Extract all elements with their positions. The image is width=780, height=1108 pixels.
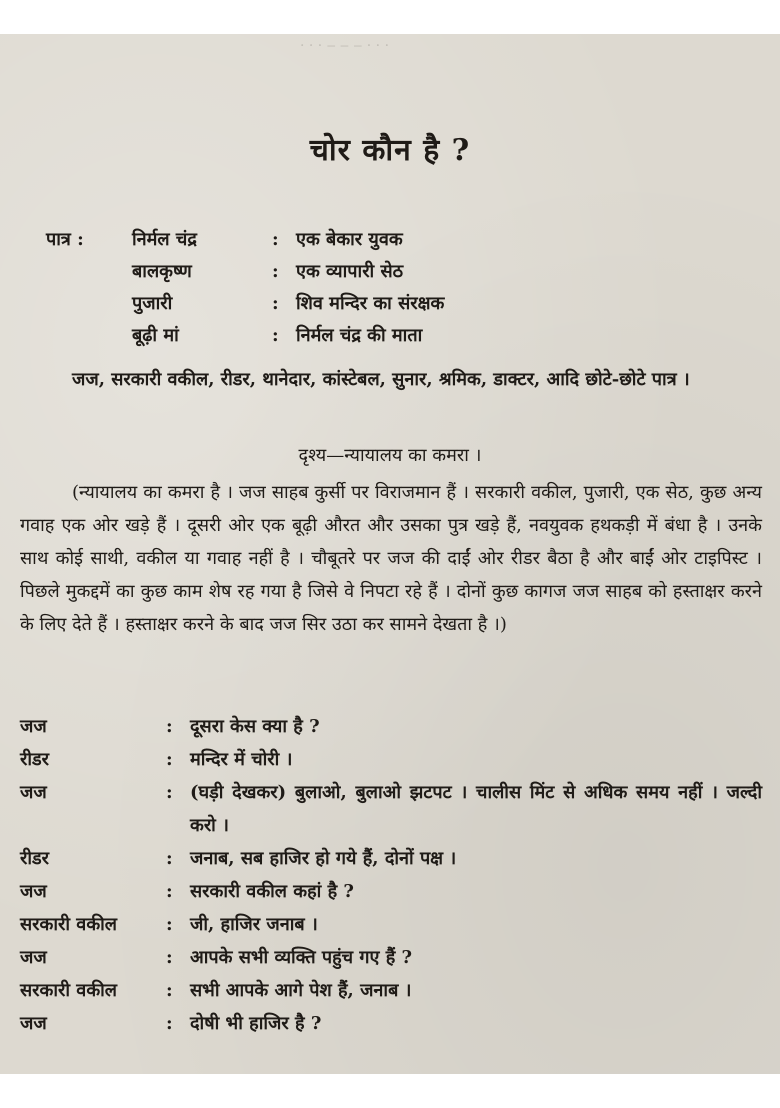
- speaker: सरकारी वकील: [20, 914, 118, 935]
- speech: दूसरा केस क्या है ?: [190, 716, 320, 737]
- extra-characters: जज, सरकारी वकील, रीडर, थानेदार, कांस्टेबल, सुनार, श्रमिक, डाक्टर, आदि छोटे-छोटे पात्र ।: [72, 369, 690, 390]
- cast-name: पुजारी: [132, 293, 173, 314]
- stage-direction: (न्यायालय का कमरा है । जज साहब कुर्सी पर विराजमान हैं । सरकारी वकील, पुजारी, एक सेठ, कुछ अन्य गवाह एक ओर खड़े हैं । दूसरी ओर एक बूढ़ी औरत और उसका पुत्र खड़े हैं, नवयुवक हथकड़ी में बंधा है । उनके साथ कोई साथी, वकील या गवाह नहीं है । चौबूतरे पर जज की दाईं ओर रीडर बैठा है और बाईं ओर टाइपिस्ट । पिछले मुकद्दमें का कुछ काम शेष रह गया है जिसे वे निपटा रहे हैं । दोनों कुछ कागज जज साहब को हस्ताक्षर करने के लिए देते हैं । हस्ताक्षर करने के बाद जज सिर उठा कर सामने देखता है ।): [20, 482, 762, 635]
- dialogue-line: [20, 941, 762, 974]
- speaker-colon: :: [166, 848, 173, 869]
- cast-description: शिव मन्दिर का संरक्षक: [296, 293, 445, 314]
- cast-row: [46, 320, 746, 352]
- cast-name: बालकृष्ण: [132, 261, 192, 282]
- speaker: जज: [20, 782, 47, 803]
- dialogue-line: [20, 743, 762, 776]
- cast-list: [46, 224, 746, 352]
- speaker-colon: :: [166, 716, 173, 737]
- speaker: जज: [20, 1013, 47, 1034]
- book-page: [0, 34, 780, 1074]
- speaker-colon: :: [166, 782, 173, 803]
- cast-name: बूढ़ी मां: [132, 325, 179, 346]
- speech: सरकारी वकील कहां है ?: [190, 881, 354, 902]
- speaker-colon: :: [166, 881, 173, 902]
- cast-colon: :: [272, 293, 279, 314]
- cast-description: एक व्यापारी सेठ: [296, 261, 404, 282]
- cast-description: निर्मल चंद्र की माता: [296, 325, 423, 346]
- speaker: रीडर: [20, 749, 50, 770]
- speaker-colon: :: [166, 749, 173, 770]
- dialogue-line: [20, 875, 762, 908]
- speech: आपके सभी व्यक्ति पहुंच गए हैं ?: [190, 947, 413, 968]
- dialogue-line: [20, 974, 762, 1007]
- cast-description: एक बेकार युवक: [296, 229, 403, 250]
- speaker-colon: :: [166, 947, 173, 968]
- speech: जनाब, सब हाजिर हो गये हैं, दोनों पक्ष ।: [190, 848, 457, 869]
- page-title: चोर कौन है ?: [309, 133, 471, 168]
- speaker-colon: :: [166, 1013, 173, 1034]
- speech: सभी आपके आगे पेश हैं, जनाब ।: [190, 980, 412, 1001]
- dialogue-line: [20, 908, 762, 941]
- cast-row: [46, 288, 746, 320]
- cast-colon: :: [272, 229, 279, 250]
- speaker: रीडर: [20, 848, 50, 869]
- speech: (घड़ी देखकर) बुलाओ, बुलाओ झटपट । चालीस मिंट से अधिक समय नहीं । जल्दी करो ।: [190, 782, 762, 836]
- cast-colon: :: [272, 325, 279, 346]
- speaker-colon: :: [166, 980, 173, 1001]
- speaker: जज: [20, 881, 47, 902]
- scene-heading: दृश्य—न्यायालय का कमरा ।: [298, 445, 482, 466]
- speaker-colon: :: [166, 914, 173, 935]
- cast-name: निर्मल चंद्र: [132, 229, 197, 250]
- bleed-through-text: · · · ‒ ‒ ‒ · · ·: [300, 38, 390, 54]
- speech: जी, हाजिर जनाब ।: [190, 914, 318, 935]
- dialogue-line: [20, 710, 762, 743]
- dialogue-line: [20, 1007, 762, 1040]
- cast-row: [46, 224, 746, 256]
- speaker: जज: [20, 716, 47, 737]
- cast-colon: :: [272, 261, 279, 282]
- cast-row: [46, 256, 746, 288]
- dialogue: [20, 710, 762, 1040]
- speaker: सरकारी वकील: [20, 980, 118, 1001]
- speaker: जज: [20, 947, 47, 968]
- speech: दोषी भी हाजिर है ?: [190, 1013, 322, 1034]
- dialogue-line: [20, 842, 762, 875]
- speech: मन्दिर में चोरी ।: [190, 749, 293, 770]
- dialogue-line: [20, 776, 762, 842]
- cast-label: पात्र :: [46, 229, 84, 250]
